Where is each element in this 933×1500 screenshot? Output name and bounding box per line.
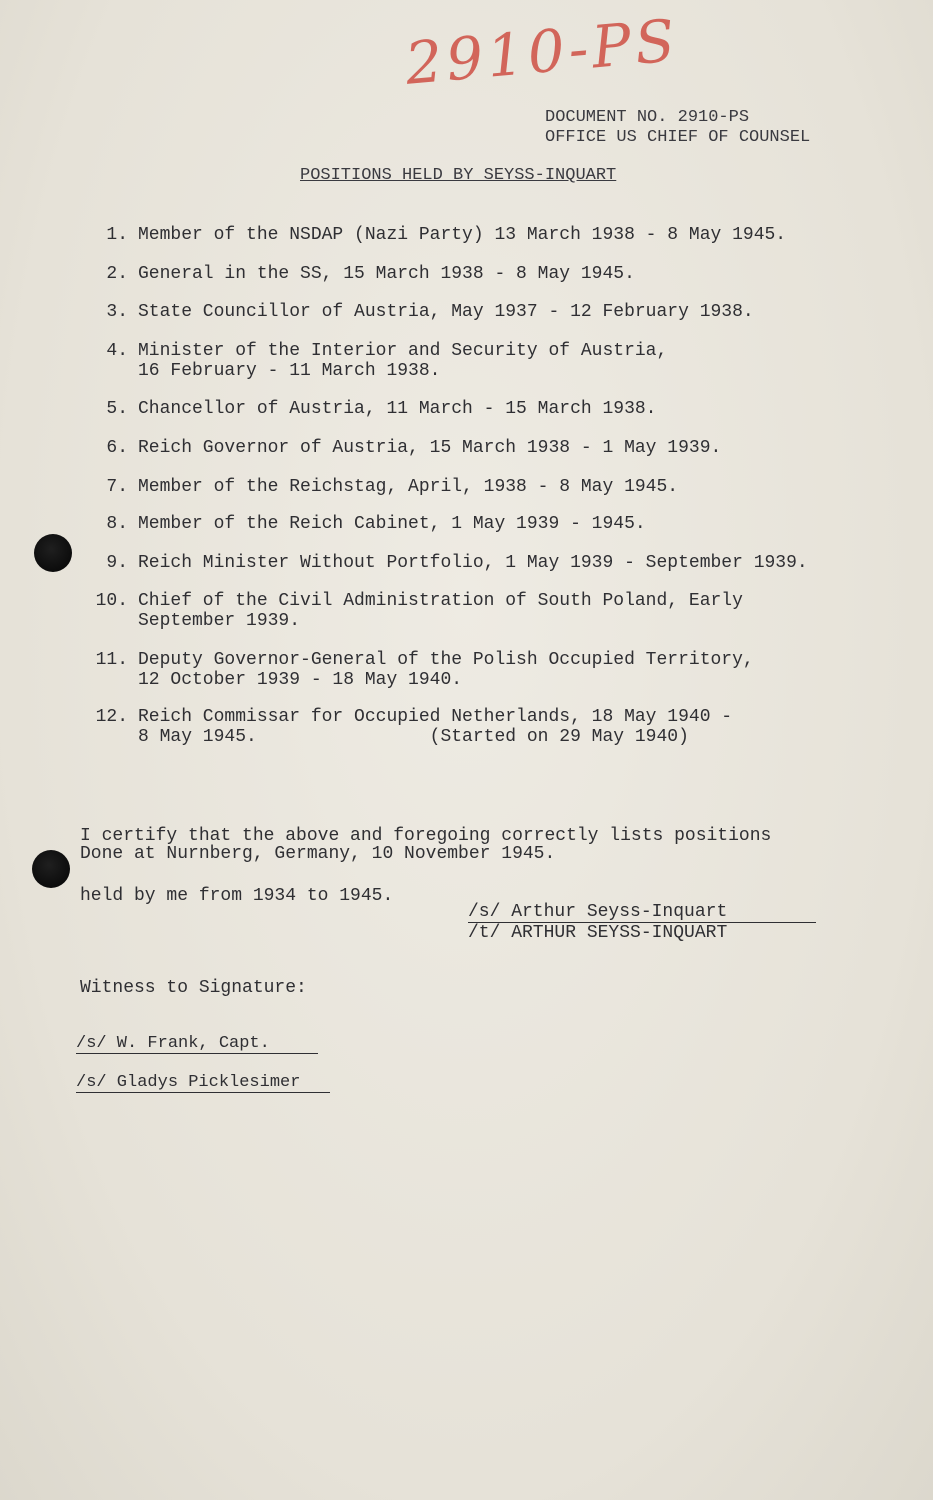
item-text: Reich Governor of Austria, 15 March 1938 - 1 May 1939. xyxy=(138,438,722,458)
certification-line: held by me from 1934 to 1945. xyxy=(80,886,394,906)
signature-block xyxy=(468,902,816,943)
item-text: Member of the Reich Cabinet, 1 May 1939 - 1945. xyxy=(138,514,646,534)
punch-hole-icon xyxy=(32,850,70,888)
handwritten-document-number: 2910-PS xyxy=(402,6,682,98)
item-number: 6. xyxy=(106,438,128,458)
witness-signature: /s/ W. Frank, Capt. xyxy=(76,1034,318,1054)
item-number: 7. xyxy=(106,477,128,497)
item-number: 12. xyxy=(95,707,128,727)
item-number: 8. xyxy=(106,514,128,534)
item-text: Reich Minister Without Portfolio, 1 May 1939 - September 1939. xyxy=(138,553,808,573)
item-text-continued: 12 October 1939 - 18 May 1940. xyxy=(138,670,463,690)
document-number: DOCUMENT NO. 2910-PS xyxy=(545,108,750,127)
item-text: Chancellor of Austria, 11 March - 15 March 1938. xyxy=(138,399,657,419)
document-header xyxy=(545,108,810,148)
item-number: 2. xyxy=(106,264,128,284)
item-text: Reich Commissar for Occupied Netherlands, 18 May 1940 - xyxy=(138,707,733,727)
item-number: 9. xyxy=(106,553,128,573)
item-text: Minister of the Interior and Security of Austria, xyxy=(138,341,668,361)
office-label: OFFICE US CHIEF OF COUNSEL xyxy=(545,128,811,147)
witness-signature: /s/ Gladys Picklesimer xyxy=(76,1073,330,1093)
item-text: Chief of the Civil Administration of South Poland, Early xyxy=(138,591,743,611)
done-at-line: Done at Nurnberg, Germany, 10 November 1945. xyxy=(80,844,556,864)
item-text: Member of the Reichstag, April, 1938 - 8 May 1945. xyxy=(138,477,679,497)
item-number: 10. xyxy=(95,591,128,611)
item-text: Member of the NSDAP (Nazi Party) 13 March 1938 - 8 May 1945. xyxy=(138,225,787,245)
certification-line: I certify that the above and foregoing correctly lists positions xyxy=(80,826,772,846)
witness-label: Witness to Signature: xyxy=(80,978,307,998)
item-number: 11. xyxy=(95,650,128,670)
page-title: POSITIONS HELD BY SEYSS-INQUART xyxy=(300,166,617,185)
item-text: Deputy Governor-General of the Polish Occupied Territory, xyxy=(138,650,754,670)
item-number: 5. xyxy=(106,399,128,419)
item-text-continued: 8 May 1945. (Started on 29 May 1940) xyxy=(138,727,689,747)
item-number: 3. xyxy=(106,302,128,322)
item-number: 4. xyxy=(106,341,128,361)
item-text: State Councillor of Austria, May 1937 - 12 February 1938. xyxy=(138,302,754,322)
item-text-continued: 16 February - 11 March 1938. xyxy=(138,361,441,381)
punch-hole-icon xyxy=(34,534,72,572)
typed-name: /t/ ARTHUR SEYSS-INQUART xyxy=(468,923,728,943)
signed-name: /s/ Arthur Seyss-Inquart xyxy=(468,902,816,923)
item-text: General in the SS, 15 March 1938 - 8 May 1945. xyxy=(138,264,635,284)
item-text-continued: September 1939. xyxy=(138,611,301,631)
item-number: 1. xyxy=(106,225,128,245)
